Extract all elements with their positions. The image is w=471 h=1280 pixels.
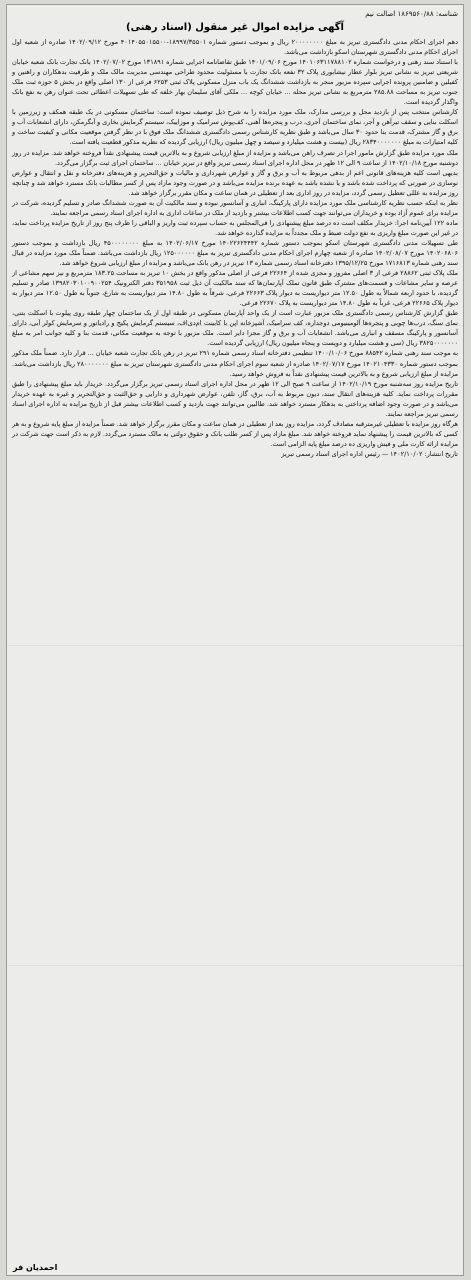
notice-paragraph: تاریخ مزایده روز سه‌شنبه مورخ ۱۴۰۲/۱۰/۱۹ از ساعت ۹ صبح الی ۱۲ ظهر در محل اداره اجرای اسناد رسمی تبریز برگزار می‌گردد. خریدار باید مبلغ پیشنهادی را طبق مقررات پرداخت نماید. کلیه هزینه‌های انتقال سند، دیون مربوط به آب، برق، گاز، تلفن، عوارض شهرداری و دارایی و حق‌الثبت و حق‌التحریر و غیره به عهده خریدار می‌باشد و در صورت وجود اضافه پرداختی به بدهکار مسترد خواهد شد. طالبین می‌توانند جهت بازدید و کسب اطلاعات بیشتر قبل از تاریخ مزایده به اداره اجرای اسناد رسمی تبریز مراجعه نمایند.	[12, 379, 459, 418]
notice-paragraph: ماده ۱۲۲ آیین‌نامه اجرا: خریدار مکلف است ده درصد مبلغ پیشنهادی را فی‌المجلس به حساب سپرده ثبت واریز و الباقی را ظرف پنج روز از تاریخ مزایده پرداخت نماید، در غیر این صورت مبلغ واریزی به نفع دولت ضبط و ملک مجدداً به مزایده گذارده خواهد شد.	[12, 218, 458, 237]
fold-line	[7, 325, 463, 326]
notice-paragraph: ملک پلاک ثبتی ۲۸۸۶۲ فرعی از ۳ اصلی مفروز و مجزی شده از ۲۲۶۶۴ فرعی از اصلی مذکور واقع در بخش ۱۰ تبریز به مساحت ۱۸۳.۲۵ مترمربع و نیز سهم مشاعی از عرصه و سایر مشاعات و قسمت‌های مشترک طبق قانون تملک آپارتمان‌ها که سند مالکیت آن ذیل ثبت ۳۵۱۹۵۸ دفتر الکترونیک ۱۳۹۸۲۰۳۰۱۰۰۹۰۰۲۵۴ صادر و تسلیم گردیده، با حدود اربعه شمالاً به طول ۱۲.۵۰ متر دیواریست به دیوار پلاک ۲۲۶۶۳ فرعی، شرقاً به طول ۱۴.۸۰ متر دیواریست به شارع، جنوباً به طول ۱۲.۵۰ متر دیوار به دیوار پلاک ۲۲۶۶۵ فرعی، غرباً به طول ۱۴.۸۰ متر دیواریست به پلاک ۲۲۶۷۰ فرعی.	[12, 269, 459, 308]
notice-header	[7, 5, 463, 21]
registration-number: شناسه: ۱۸۶۹۵۶۰/۸۸ اصالت نیم	[365, 10, 458, 18]
notice-paragraph: بدیهی است کلیه هزینه‌های قانونی اعم از بدهی مربوط به آب و برق و گاز و عوارض شهرداری و مالیات و حق‌التحریر و هزینه‌های دفترخانه و نقل و انتقال و عوارض نوسازی در صورتی که پرداخت شده باشد و یا نشده باشد به عهده برنده مزایده می‌باشد و در صورت وجود مازاد پس از کسر مطالبات بانک مسترد خواهد شد و چنانچه روز مزایده به عللی تعطیل رسمی گردد، مزایده در روز اداری بعد از تعطیلی در همان ساعت و مکان مقرر برگزار خواهد شد.	[12, 168, 458, 197]
notice-paragraph: طبق گزارش کارشناس رسمی دادگستری ملک مزبور عبارت است از یک واحد آپارتمان مسکونی در طبقه اول از یک ساختمان چهار طبقه روی پیلوت با اسکلت بتنی، نمای سنگ، درب‌ها چوبی و پنجره‌ها آلومینیومی دوجداره، کف سرامیک، آشپزخانه اپن با کابینت ام‌دی‌اف، سیستم گرمایش پکیج و رادیاتور و سرمایش کولر آبی، دارای آسانسور و پارکینگ مسقف و انباری می‌باشد. انشعابات آب و برق و گاز مجزا دایر است. ملک مزبور با توجه به موقعیت مکانی، قدمت بنا و کلیه جوانب امر به مبلغ ۳۸۲۵۰۰۰۰۰۰۰ ریال (سی و هشت میلیارد و دویست و پنجاه میلیون ریال) ارزیابی گردیده است.	[12, 309, 458, 348]
notice-title: آگهی مزایده اموال غیر منقول (اسناد رهنی)	[126, 22, 344, 33]
notice-paragraph: به موجب سند رهنی شماره ۸۸۵۴۲ مورخ ۱۴۰۰/۱۰/۰۶ تنظیمی دفترخانه اسناد رسمی شماره ۲۹۱ تبریز در رهن بانک تجارت شعبه خیابان ... قرار دارد. ضمناً ملک مذکور بموجب دستور شماره ۱۴۰۲۱۰۴۳۳۰ مورخ ۱۴۰۲/۰۷/۱۷ صادره از شعبه سوم اجرای احکام مدنی دادگستری شهرستان تبریز به مبلغ ۲۸۰۰۰۰۰۰۰ ریال بازداشت می‌باشد. مزایده از مبلغ ارزیابی شروع و به بالاترین قیمت پیشنهادی نقداً به فروش خواهد رسید.	[12, 349, 459, 378]
notice-paragraph: با استناد سند رهنی و درخواست شماره ۱۴۰۱۰۶۳۱۱۷۸۸۱۰۲ مورخ ۱۴۰۱/۰۹/۰۶ طبق تقاضانامه اجرایی شماره ۱۳۱۸۹۱ مورخ ۱۴۰۲/۰۷/۰۲ بانک تجارت بانک شعبه خیابان شریعتی تبریز به نشانی تبریز بلوار عطار نیشابوری پلاک ۳۲ نفعه بانک تجارت با مسئولیت محدود طراحی مهندسی مدیریت مالک ملک و طرفیت بدهکاران و راهنین و کفیلین و ضامنین پرونده اجرایی سپرده مزبور منجر به بازداشت ششدانگ یک باب منزل مسکونی پلاک ثبتی ۶۲۵۳ فرعی از ۱۳۰ اصلی واقع در بخش ۵ حوزه ثبت ملک جنوب تبریز به مساحت ۲۸۵.۸۸ مترمربع به نشانی تبریز محله ... خیابان کوچه ... ملکی آقای سلیمان بهار خلفه که طی تسهیلات اعطائی تحت عنوان رهن به نفع بانک واگذار گردیده است.	[12, 58, 459, 107]
notice-body	[7, 37, 463, 1255]
notice-paragraph: کارشناس منتخب پس از بازدید محل و بررسی مدارک، ملک مورد مزایده را به شرح ذیل توصیف نموده است: ساختمان مسکونی در یک طبقه همکف و زیرزمین با اسکلت بنایی و سقف تیرآهن و آجر، نمای ساختمان آجری، درب و پنجره‌ها آهنی، کف‌پوش سرامیک و موزاییک، سیستم گرمایش بخاری و آبگرمکن، دارای انشعابات آب و برق و گاز مشترک، قدمت بنا حدود ۳۰ سال می‌باشد و طبق نظریه کارشناس رسمی دادگستری ششدانگ ملک فوق با در نظر گرفتن موقعیت مکانی و کیفیت ساخت و کلیه امتیازات به مبلغ ۲۸۳۴۰۰۰۰۰۰۰ ریال (بیست و هشت میلیارد و سیصد و چهل میلیون ریال) ارزیابی گردیده که نظریه مذکور قطعیت یافته است.	[12, 108, 458, 147]
signature: احمدیان فر	[13, 1263, 58, 1272]
notice-paragraph: طی تسهیلات مدنی دادگستری شهرستان اسکو بموجب دستور شماره ۱۴۰۲۲۶۲۴۴۴۲ مورخ ۱۴۰۲/۰۶/۱۷ به مبلغ ۴۵۰۰۰۰۰۰۰۰ ریال بازداشت و بموجب دستور ۱۴۰۲۰۶۸۰۶ مورخ ۱۴۰۲/۰۸/۰۷ صادره از شعبه چهارم اجرای احکام مدنی دادگستری تبریز به مبلغ ۱۲۵۰۰۰۰۰۰ ریال بازداشت می‌باشد. ضمناً ملک مورد مزایده در قبال سند رهنی شماره ۱۷۱۶۸۱۳ مورخ ۱۳۹۵/۱۲/۲۵ دفترخانه اسناد رسمی شماره ۱۳ تبریز در رهن بانک می‌باشد و مزایده از مبلغ ارزیابی شروع خواهد شد.	[12, 238, 459, 268]
notice-paragraph: تاریخ انتشار: ۱۴۰۲/۱۰/۰۲ — رئیس اداره اجرای اسناد رسمی تبریز	[281, 449, 458, 458]
notice-paragraph: ملک مورد مزایده طبق گزارش مامور اجرا در تصرف راهن می‌باشد و مزایده از مبلغ ارزیابی شروع و به بالاترین قیمت پیشنهادی نقداً فروخته خواهد شد. مزایده در روز دوشنبه مورخ ۱۴۰۲/۱۰/۱۸ از ساعت ۹ الی ۱۲ ظهر در محل اداره اجرای اسناد رسمی تبریز واقع در تبریز خیابان ... ساختمان اجرای ثبت برگزار می‌گردد.	[12, 148, 458, 167]
fold-line	[7, 965, 463, 966]
notice-paragraph: هرگاه روز مزایده با تعطیلی غیرمترقبه مصادف گردد، مزایده روز بعد از تعطیلی در همان ساعت و مکان مقرر برگزار خواهد شد. ضمناً مزایده از مبلغ پایه شروع و به هر کسی که بالاترین قیمت را پیشنهاد نماید فروخته خواهد شد. مبلغ مازاد پس از کسر طلب بانک و حقوق دولتی به مالک مسترد می‌گردد. لازم به ذکر است جهت شرکت در مزایده ارائه کارت ملی و فیش واریزی ده درصد مبلغ پایه الزامی است.	[12, 419, 458, 448]
notice-paragraph: دهم اجرای احکام مدنی دادگستری تبریز به مبلغ ۲۰۰۰۰۰۰۰۰ ریال و بموجب دستور شماره ۱۸۹۹۷/۳۵۵۰۱-۴۰۱۴۰۵۵۰۱۵۵۰۰ مورخ ۱۴۰۲/۰۹/۱۲ صادره از شعبه اول اجرای احکام مدنی دادگستری شهرستان اسکو بازداشت می‌باشد.	[12, 38, 459, 57]
newspaper-clipping	[6, 4, 464, 1276]
fold-line	[7, 645, 463, 646]
notice-paragraph: نظر به اینکه حسب نظریه کارشناسی ملک مورد مزایده دارای پارکینگ، انباری و آسانسور نبوده و سند مالکیت آن به صورت ششدانگ صادر و تسلیم گردیده، شرکت در مزایده برای عموم آزاد بوده و خریداران می‌توانند جهت کسب اطلاعات بیشتر و بازدید از ملک در ساعات اداری به اداره اجرای اسناد رسمی مراجعه نمایند.	[12, 198, 458, 217]
